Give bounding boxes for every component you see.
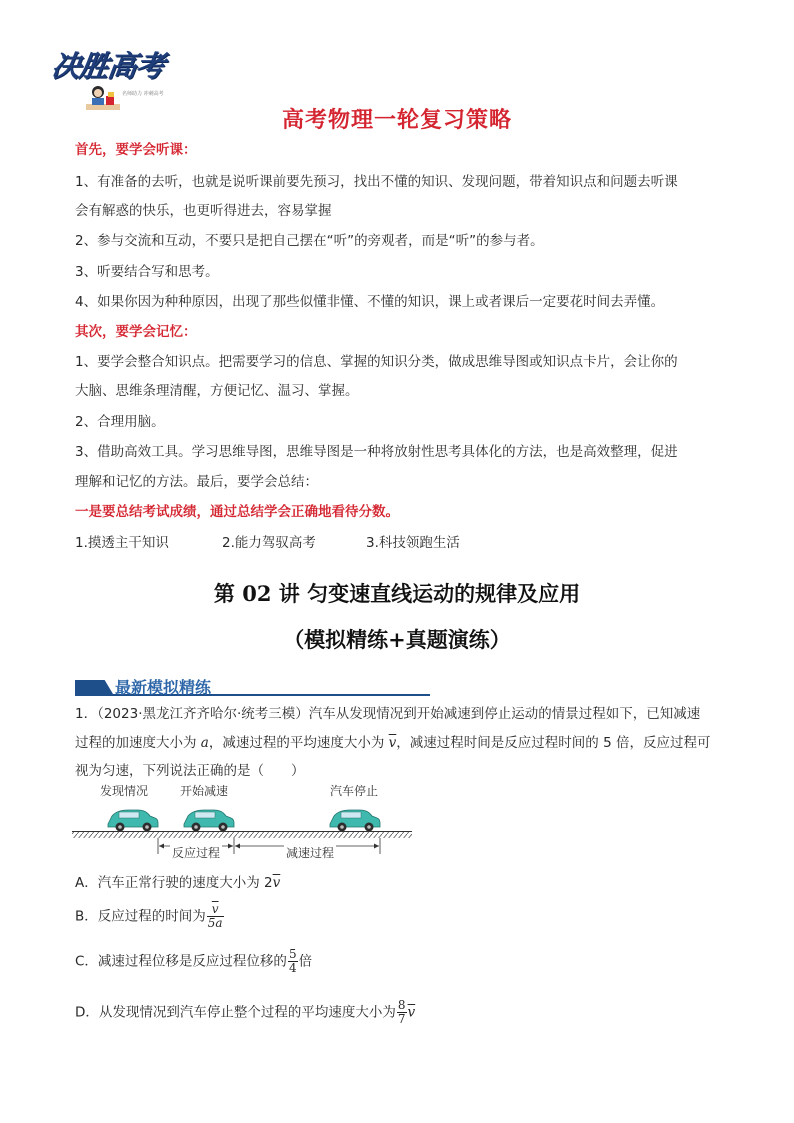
lecture-title: 第 02 讲 匀变速直线运动的规律及应用 (213, 581, 581, 606)
tip-1: 1.摸透主干知识 (75, 535, 169, 551)
paragraph-line: 大脑、思维条理清醒，方便记忆、温习、掌握。 (75, 383, 359, 399)
label-discover: 发现情况 (100, 784, 149, 798)
heading-memory: 其次，要学会记忆： (75, 324, 197, 340)
motion-diagram (72, 780, 417, 860)
option-c[interactable]: C．减速过程位移是反应过程位移的 $\frac{5}{4}$ 倍 (75, 947, 313, 975)
section-label: 最新模拟精练 (115, 678, 212, 697)
fraction: $\frac{8}{7}$ (397, 998, 406, 1026)
tip-2: 2.能力驾驭高考 (222, 535, 316, 551)
tip-3: 3.科技领跑生活 (366, 535, 460, 551)
label-start-brake: 开始减速 (180, 784, 229, 798)
paragraph-line: 2、参与交流和互动，不要只是把自己摆在“听”的旁观者，而是“听”的参与者。 (75, 233, 544, 249)
question-line: 视为匀速，下列说法正确的是（ ） (75, 763, 305, 779)
summary-red: 一是要总结考试成绩，通过总结学会正确地看待分数。 (75, 504, 399, 520)
logo-text: 决胜高考 (49, 49, 167, 83)
paragraph-line: 3、听要结合写和思考。 (75, 264, 219, 280)
fraction: $\frac{5}{4}$ (288, 947, 297, 975)
label-reaction: 反应过程 (172, 846, 221, 860)
heading-listen: 首先，要学会听课： (75, 142, 197, 158)
page-title: 高考物理一轮复习策略 (281, 108, 512, 133)
lecture-subtitle: （模拟精练+真题演练） (283, 627, 511, 652)
label-stop: 汽车停止 (330, 784, 379, 798)
car-icon (330, 810, 380, 832)
paragraph-line: 3、借助高效工具。学习思维导图，思维导图是一种将放射性思考具体化的方法，也是高效整理，促进 (75, 444, 678, 460)
question-line: 1．（2023·黑龙江齐齐哈尔·统考三模）汽车从发现情况到开始减速到停止运动的情景过程如下，已知减速 (75, 706, 701, 722)
section-bar-accent (75, 680, 113, 694)
car-icon (108, 810, 158, 832)
paragraph-line: 理解和记忆的方法。最后，要学会总结： (75, 474, 318, 490)
paragraph-line: 1、有准备的去听，也就是说听课前要先预习，找出不懂的知识、发现问题，带着知识点和问题去听课 (75, 174, 678, 190)
paragraph-line: 会有解惑的快乐，也更听得进去，容易掌握 (75, 203, 332, 219)
paragraph-line: 4、如果你因为种种原因，出现了那些似懂非懂、不懂的知识，课上或者课后一定要花时间去弄懂。 (75, 294, 665, 310)
paragraph-line: 1、要学会整合知识点。把需要学习的信息、掌握的知识分类，做成思维导图或知识点卡片，会让你的 (75, 354, 678, 370)
label-braking: 减速过程 (286, 846, 335, 860)
option-b[interactable]: B．反应过程的时间为 $\frac{\overline{v}}{5a}$ (75, 902, 223, 930)
road-svg (72, 780, 417, 860)
paragraph-line: 2、合理用脑。 (75, 414, 165, 430)
option-a[interactable]: A．汽车正常行驶的速度大小为 $2\overline{v}$ (75, 875, 281, 891)
logo-tagline: 名师助力 冲刺高考 (122, 91, 164, 97)
car-icon (184, 810, 234, 832)
option-d[interactable]: D．从发现情况到汽车停止整个过程的平均速度大小为 $\frac{8}{7}$ $\overline{v}$ (75, 998, 416, 1026)
section-header (75, 675, 430, 697)
fraction: $\frac{\overline{v}}{5a}$ (207, 902, 223, 930)
question-line: 过程的加速度大小为 a，减速过程的平均速度大小为 $\overline{v}$，减速过程时间是反应过程时间的 5 倍，反应过程可 (75, 735, 711, 751)
